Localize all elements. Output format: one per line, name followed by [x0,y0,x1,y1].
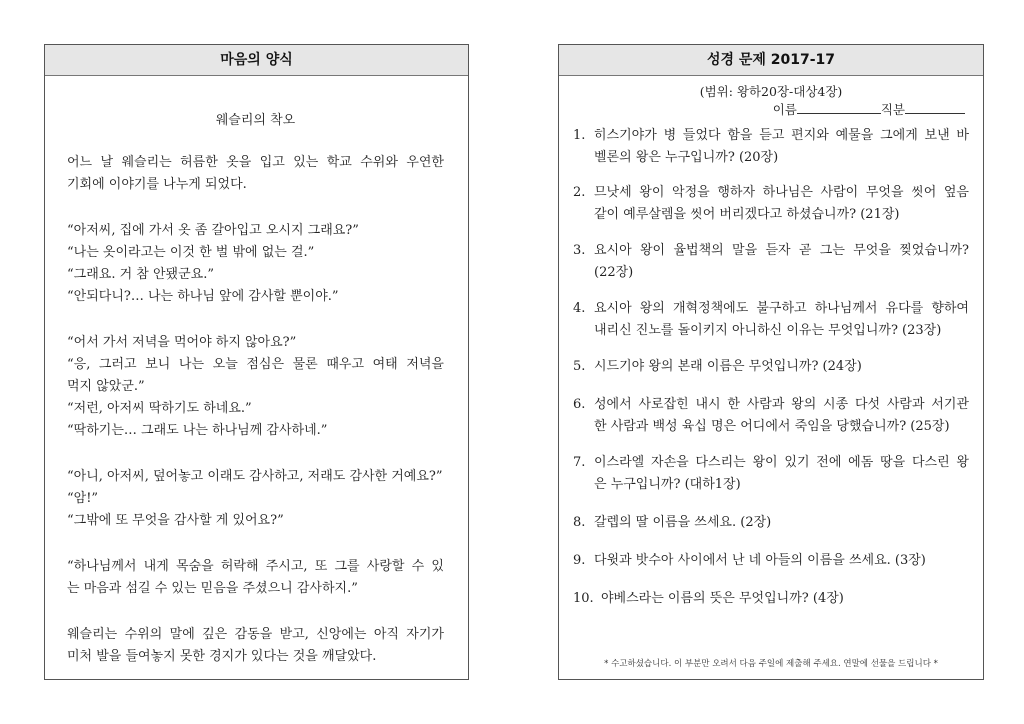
question-number: 8. [573,515,586,530]
question-line: 므낫세 왕이 악정을 행하자 하나님은 사람이 무엇을 씻어 엎음 [594,185,969,200]
story-line: 웨슬리는 수위의 말에 깊은 감동을 받고, 신앙에는 아직 자기가 [67,627,444,642]
question-line: 내리신 진노를 돌이키지 아니하신 이유는 무엇입니까? (23장) [594,323,942,338]
story-line: 기회에 이야기를 나누게 되었다. [67,177,247,192]
question-line: 갈렙의 딸 이름을 쓰세요. (2장) [594,515,772,530]
name-label: 이름 [772,102,797,117]
question-number: 4. [573,301,586,316]
story-line: “암!” [67,491,99,506]
story-line: “저런, 아저씨 딱하기도 하네요.” [67,401,252,416]
story-line: 먹지 않았군.” [67,379,145,394]
question-line: 요시아 왕이 율법책의 말을 듣자 곧 그는 무엇을 찢었습니까? [594,243,969,258]
question-line: 야베스라는 이름의 뜻은 무엇입니까? (4장) [601,591,844,606]
question-line: 시드기야 왕의 본래 이름은 무엇입니까? (24장) [594,359,862,374]
story-line: 어느 날 웨슬리는 허름한 옷을 입고 있는 학교 수위와 우연한 [67,155,444,170]
question-line: 은 누구입니까? (대하1장) [594,477,741,492]
story-paragraph [67,152,444,196]
story-line: “안되다니?… 나는 하나님 앞에 감사할 뿐이야.” [67,289,339,304]
question-number: 9. [573,553,586,568]
story-line: “아니, 아저씨, 덮어놓고 이래도 감사하고, 저래도 감사한 거예요?” [67,469,443,484]
question-text [594,550,969,572]
story-paragraph [67,556,444,600]
story-title: 웨슬리의 착오 [215,113,296,128]
question-number: 2. [573,185,586,200]
question-number: 5. [573,359,586,374]
quiz-question [573,356,969,378]
question-text [594,512,969,534]
story-line: “그밖에 또 무엇을 감사할 게 있어요?” [67,513,284,528]
story-paragraph [67,332,444,442]
story-line: “나는 옷이라고는 이것 한 벌 밖에 없는 걸.” [67,245,315,260]
question-line: 성에서 사로잡힌 내시 한 사람과 왕의 시종 다섯 사람과 서기관 [594,397,969,412]
question-number: 6. [573,397,586,412]
story-paragraph [67,624,444,668]
story-paragraphs [67,152,444,668]
question-line: 벨론의 왕은 누구입니까? (20장) [594,150,779,165]
left-panel-header: 마음의 양식 [45,45,468,76]
quiz-question [573,125,969,169]
quiz-question [573,182,969,226]
question-text [594,125,969,169]
quiz-question [573,240,969,284]
story-line: “아저씨, 집에 가서 옷 좀 갈아입고 오시지 그래요?” [67,223,359,238]
left-panel-devotional [44,44,469,680]
quiz-range: (범위: 왕하20장-대상4장) [699,84,843,99]
question-line: 요시아 왕의 개혁정책에도 불구하고 하나님께서 유다를 향하여 [594,301,969,316]
quiz-header: 성경 문제 2017-17 [559,45,983,76]
question-line: 한 사람과 백성 육십 명은 어디에서 죽임을 당했습니까? (25장) [594,419,950,434]
story-line: “응, 그러고 보니 나는 오늘 점심은 물론 때우고 여태 저녁을 [67,357,444,372]
quiz-question [573,550,969,572]
question-text [594,298,969,342]
question-number: 10. [573,591,594,606]
story-paragraph [67,466,444,532]
story-line: “어서 가서 저녁을 먹어야 하지 않아요?” [67,335,297,350]
question-line: 같이 예루살렘을 씻어 버리겠다고 하셨습니까? (21장) [594,207,900,222]
story-body [45,109,468,668]
quiz-footnote: * 수고하셨습니다. 이 부분만 오려서 다음 주일에 제출해 주세요. 연말에 선물을 드립니다 * [604,659,938,669]
story-line: “딱하기는… 그래도 나는 하나님께 감사하네.” [67,423,328,438]
question-line: 이스라엘 자손을 다스리는 왕이 있기 전에 에돔 땅을 다스린 왕 [594,455,969,470]
story-line: 미처 발을 들여놓지 못한 경지가 있다는 것을 깨달았다. [67,649,377,664]
story-line: “그래요. 거 참 안됐군요.” [67,267,214,282]
question-number: 7. [573,455,586,470]
question-text [594,240,969,284]
question-line: 다윗과 밧수아 사이에서 난 네 아들의 이름을 쓰세요. (3장) [594,553,926,568]
question-line: 히스기야가 병 들었다 함을 듣고 편지와 예물을 그에게 보낸 바 [594,128,969,143]
question-text [594,394,969,438]
question-text [594,356,969,378]
name-blank[interactable] [797,101,881,114]
question-text [594,452,969,496]
question-text [601,588,969,610]
position-blank[interactable] [905,101,965,114]
story-paragraph [67,220,444,308]
position-label: 직분 [880,102,905,117]
quiz-question [573,588,969,610]
question-number: 1. [573,128,586,143]
story-line: “하나님께서 내게 목숨을 허락해 주시고, 또 그를 사랑할 수 있 [67,559,444,574]
question-list [573,125,969,610]
question-number: 3. [573,243,586,258]
quiz-question [573,394,969,438]
quiz-question [573,512,969,534]
question-text [594,182,969,226]
question-line: (22장) [594,265,634,280]
name-position-line [559,101,983,118]
story-line: 는 마음과 섬길 수 있는 믿음을 주셨으니 감사하지.” [67,581,358,596]
quiz-question [573,298,969,342]
quiz-question [573,452,969,496]
right-panel-bible-quiz [558,44,984,680]
